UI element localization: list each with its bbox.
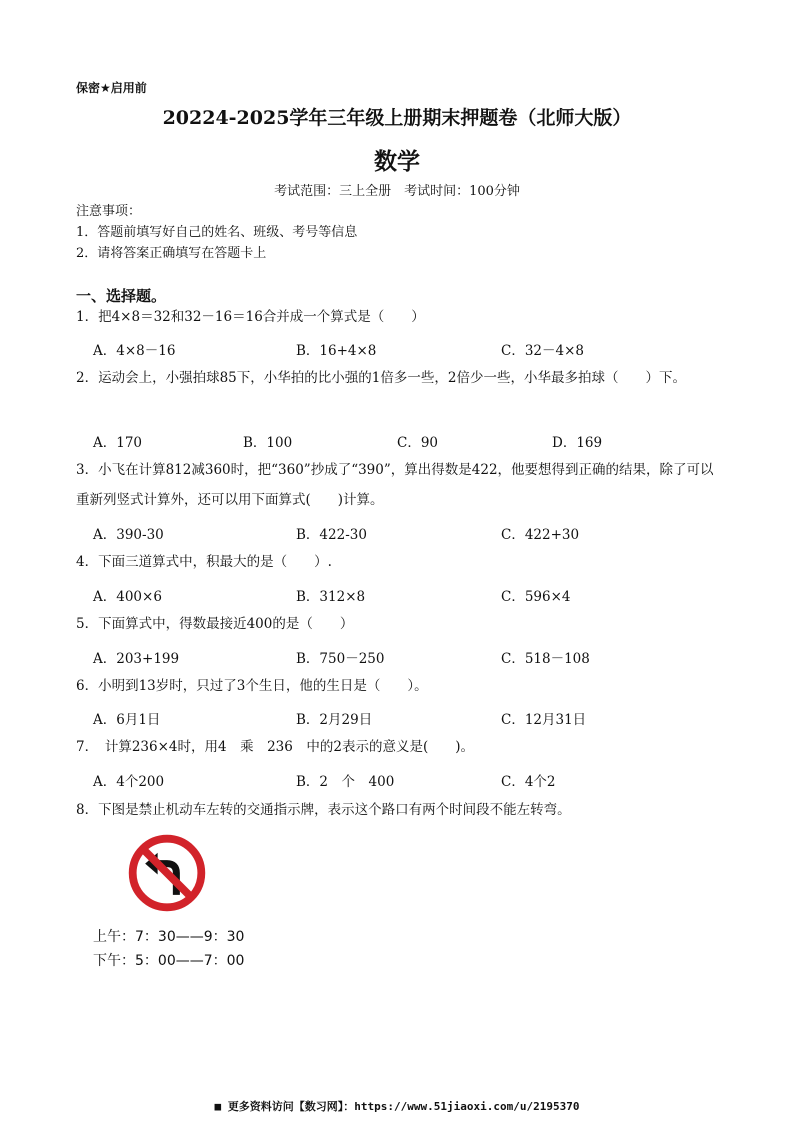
option-b: B．2 个 400: [296, 774, 395, 790]
question-8: 8．下图是禁止机动车左转的交通指示牌，表示这个路口有两个时间段不能左转弯。: [76, 802, 571, 818]
option-c: C．518－108: [501, 651, 590, 667]
option-c: C．12月31日: [501, 712, 587, 728]
time-afternoon: 下午：5：00——7：00: [93, 953, 245, 969]
option-b: B．312×8: [296, 589, 366, 605]
section-title: 一、选择题。: [76, 287, 167, 305]
page-title: 20224-2025学年三年级上册期末押题卷（北师大版）: [162, 107, 632, 129]
notes-heading: 注意事项：: [76, 204, 142, 219]
question-6: 6．小明到13岁时，只过了3个生日，他的生日是（ ）。: [76, 678, 428, 694]
question-2: 2．运动会上，小强拍球85下，小华拍的比小强的1倍多一些，2倍少一些，小华最多拍球（ ）下。: [76, 370, 686, 386]
option-d: D．169: [552, 435, 603, 451]
option-b: B．422-30: [296, 527, 367, 543]
option-c: C．4个2: [501, 774, 556, 790]
restricted-times: [93, 925, 244, 973]
option-a: A．400×6: [93, 589, 162, 605]
option-b: B．750－250: [296, 651, 385, 667]
question-5: 5．下面算式中，得数最接近400的是（ ）: [76, 616, 354, 632]
notes-item: 1．答题前填写好自己的姓名、班级、考号等信息: [76, 225, 358, 240]
option-a: A．170: [93, 435, 143, 451]
question-4: 4．下面三道算式中，积最大的是（ ）.: [76, 554, 332, 570]
option-a: A．203+199: [93, 651, 180, 667]
option-a: A．4个200: [93, 774, 165, 790]
question-3: 3．小飞在计算812减360时，把“360”抄成了“390”，算出得数是422，他要想得到正确的结果，除了可以重新列竖式计算外，还可以用下面算式( )计算。: [76, 462, 714, 508]
notes-item: 2．请将答案正确填写在答题卡上: [76, 246, 267, 261]
secret-label: 保密★启用前: [76, 81, 147, 95]
time-morning: 上午：7：30——9：30: [93, 929, 245, 945]
option-a: A．4×8－16: [93, 343, 176, 359]
footer-link[interactable]: ■ 更多资料访问【数习网】：https://www.51jiaoxi.com/u/2195370: [214, 1100, 580, 1113]
option-c: C．422+30: [501, 527, 580, 543]
option-b: B．2月29日: [296, 712, 373, 728]
notes-block: [76, 201, 357, 264]
option-a: A．6月1日: [93, 712, 161, 728]
option-c: C．596×4: [501, 589, 571, 605]
question-1: 1．把4×8＝32和32－16＝16合并成一个算式是（ ）: [76, 309, 425, 325]
exam-info: 考试范围：三上全册 考试时间：100分钟: [274, 184, 520, 199]
option-c: C．90: [397, 435, 439, 451]
no-left-turn-sign-icon: [128, 834, 206, 912]
subject-title: 数学: [374, 149, 420, 175]
question-7: 7． 计算236×4时，用4 乘 236 中的2表示的意义是( )。: [76, 739, 474, 755]
option-c: C．32－4×8: [501, 343, 584, 359]
option-b: B．100: [243, 435, 293, 451]
option-b: B．16+4×8: [296, 343, 377, 359]
option-a: A．390-30: [93, 527, 164, 543]
